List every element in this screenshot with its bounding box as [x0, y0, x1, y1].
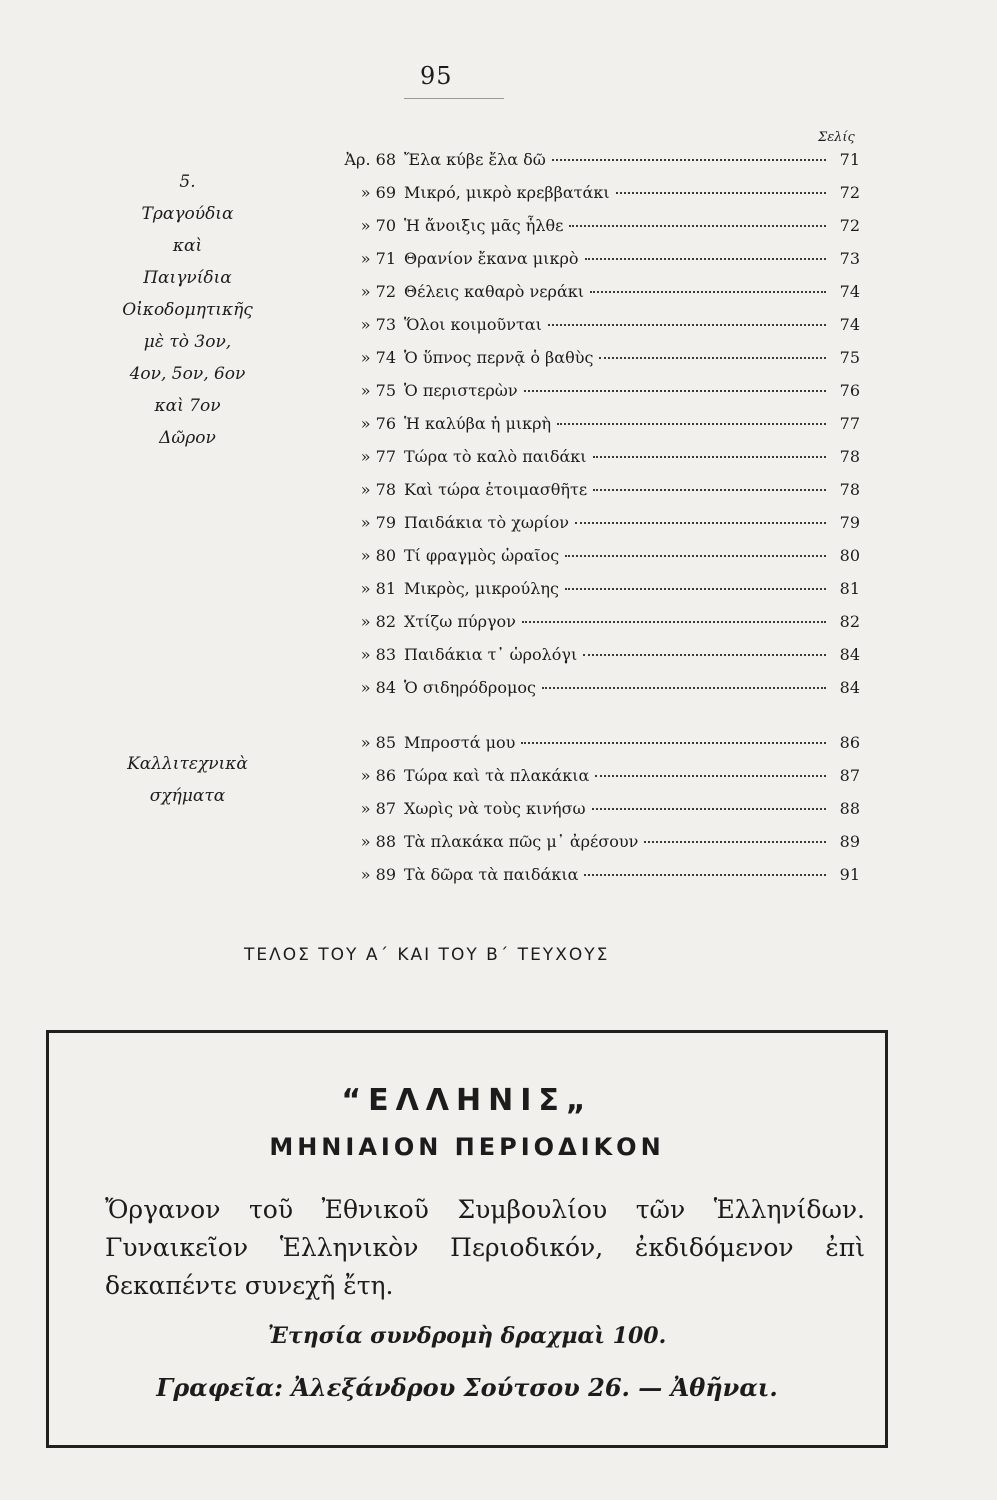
toc-row — [330, 546, 860, 570]
toc-title: Ἡ καλύβα ἡ μικρὴ — [404, 414, 552, 433]
toc-leader — [552, 159, 826, 161]
toc-page: 76 — [839, 381, 860, 400]
toc-title: Ὁ σιδηρόδρομος — [404, 678, 536, 697]
toc-title: Χτίζω πύργον — [404, 612, 516, 631]
toc-leader — [565, 555, 826, 557]
advertisement-office-address: Γραφεῖα: Ἀλεξάνδρου Σούτσου 26. — Ἀθῆναι. — [156, 1373, 778, 1402]
toc-title: Μπροστά μου — [404, 733, 516, 752]
toc-title: Ὁ ὕπνος περνᾷ ὁ βαθὺς — [404, 348, 594, 367]
toc-row — [330, 865, 860, 889]
toc-row — [330, 249, 860, 273]
toc-title: Καὶ τώρα ἑτοιμασθῆτε — [404, 480, 588, 499]
toc-prefix: » 72 — [360, 282, 396, 301]
toc-page: 84 — [839, 645, 860, 664]
toc-row — [330, 799, 860, 823]
toc-page: 75 — [839, 348, 860, 367]
toc-row — [330, 766, 860, 790]
toc-row — [330, 678, 860, 702]
toc-prefix: » 86 — [360, 766, 396, 785]
toc-page: 88 — [839, 799, 860, 818]
toc-row — [330, 480, 860, 504]
toc-page: 79 — [839, 513, 860, 532]
toc-page: 78 — [839, 447, 860, 466]
toc-row — [330, 315, 860, 339]
toc-title: Θρανίον ἔκανα μικρὸ — [404, 249, 579, 268]
toc-row — [330, 733, 860, 757]
toc-row — [330, 348, 860, 372]
toc-row — [330, 150, 860, 174]
toc-leader — [522, 621, 826, 623]
toc-row — [330, 513, 860, 537]
toc-title: Παιδάκια τὸ χωρίον — [404, 513, 569, 532]
toc-prefix: » 69 — [360, 183, 396, 202]
section-label-artistic-shapes — [100, 748, 275, 812]
toc-page: 77 — [839, 414, 860, 433]
toc-row — [330, 447, 860, 471]
toc-leader — [593, 456, 826, 458]
toc-leader — [524, 390, 826, 392]
toc-row — [330, 645, 860, 669]
toc-title: Ἔλα κύβε ἔλα δῶ — [404, 150, 546, 169]
toc-leader — [548, 324, 826, 326]
toc-title: Ὅλοι κοιμοῦνται — [404, 315, 542, 334]
toc-prefix: » 80 — [360, 546, 396, 565]
toc-page: 81 — [839, 579, 860, 598]
end-of-issue-note: ΤΕΛΟΣ ΤΟΥ Α΄ ΚΑΙ ΤΟΥ Β΄ ΤΕΥΧΟΥΣ — [244, 945, 610, 965]
section-line: Οἰκοδομητικῆς — [122, 300, 253, 320]
toc-leader — [583, 654, 826, 656]
toc-prefix: » 81 — [360, 579, 396, 598]
toc-page: 78 — [839, 480, 860, 499]
section-line: 5. — [179, 172, 196, 192]
toc-title: Παιδάκια τ᾽ ὡρολόγι — [404, 645, 578, 664]
toc-prefix: » 89 — [360, 865, 396, 884]
toc-row — [330, 832, 860, 856]
toc-leader — [616, 192, 826, 194]
toc-leader — [595, 775, 826, 777]
toc-page: 71 — [839, 150, 860, 169]
toc-page: 73 — [839, 249, 860, 268]
toc-page: 91 — [839, 865, 860, 884]
toc-leader — [599, 357, 826, 359]
advertisement-box — [46, 1030, 888, 1448]
toc-title: Ἡ ἄνοιξις μᾶς ἦλθε — [404, 216, 564, 235]
toc-row — [330, 216, 860, 240]
section-line: Καλλιτεχνικὰ — [127, 754, 248, 774]
toc-page: 82 — [839, 612, 860, 631]
toc-prefix: » 85 — [360, 733, 396, 752]
toc-leader — [521, 742, 826, 744]
toc-prefix: » 87 — [360, 799, 396, 818]
section-line: 4ον, 5ον, 6ον — [129, 364, 246, 384]
toc-leader — [644, 841, 826, 843]
page-column-header: Σελίς — [818, 130, 855, 145]
advertisement-description: Ὄργανον τοῦ Ἐθνικοῦ Συμβουλίου τῶν Ἑλληνίδων. Γυναικεῖον Ἑλληνικὸν Περιοδικόν, ἐκδιδόμενον ἐπὶ δεκαπέντε συνεχῆ ἔτη. — [105, 1195, 865, 1300]
toc-prefix: » 71 — [360, 249, 396, 268]
toc-prefix: » 88 — [360, 832, 396, 851]
toc-prefix: Ἀρ. 68 — [344, 150, 396, 169]
toc-title: Τώρα καὶ τὰ πλακάκια — [404, 766, 590, 785]
toc-page: 87 — [839, 766, 860, 785]
toc-title: Μικρὸς, μικρούλης — [404, 579, 559, 598]
toc-title: Τί φραγμὸς ὡραῖος — [404, 546, 560, 565]
toc-title: Τὰ δῶρα τὰ παιδάκια — [404, 865, 579, 884]
toc-title: Μικρό, μικρὸ κρεββατάκι — [404, 183, 610, 202]
section-label-songs-games — [100, 166, 275, 454]
toc-title: Θέλεις καθαρὸ νεράκι — [404, 282, 585, 301]
toc-leader — [565, 588, 826, 590]
toc-title: Χωρὶς νὰ τοὺς κινήσω — [404, 799, 586, 818]
toc-row — [330, 612, 860, 636]
section-line: Παιγνίδια — [143, 268, 232, 288]
section-line: Δῶρον — [159, 428, 216, 448]
toc-page: 80 — [839, 546, 860, 565]
toc-title: Ὁ περιστερὼν — [404, 381, 518, 400]
toc-title: Τώρα τὸ καλὸ παιδάκι — [404, 447, 587, 466]
toc-prefix: » 76 — [360, 414, 396, 433]
toc-prefix: » 77 — [360, 447, 396, 466]
toc-leader — [557, 423, 826, 425]
toc-leader — [542, 687, 826, 689]
toc-leader — [590, 291, 826, 293]
toc-leader — [584, 874, 826, 876]
toc-leader — [592, 808, 826, 810]
toc-leader — [575, 522, 826, 524]
toc-prefix: » 70 — [360, 216, 396, 235]
toc-page: 72 — [839, 216, 860, 235]
toc-page: 84 — [839, 678, 860, 697]
toc-page: 74 — [839, 315, 860, 334]
section-line: μὲ τὸ 3ον, — [143, 332, 232, 352]
page-number-rule — [404, 98, 504, 99]
section-line: Τραγούδια — [141, 204, 234, 224]
toc-leader — [585, 258, 827, 260]
toc-prefix: » 84 — [360, 678, 396, 697]
advertisement-subtitle: ΜΗΝΙΑΙΟΝ ΠΕΡΙΟΔΙΚΟΝ — [269, 1133, 665, 1161]
toc-row — [330, 183, 860, 207]
toc-prefix: » 75 — [360, 381, 396, 400]
toc-prefix: » 78 — [360, 480, 396, 499]
advertisement-title: “ΕΛΛΗΝΙΣ„ — [341, 1083, 593, 1118]
toc-prefix: » 83 — [360, 645, 396, 664]
toc-row — [330, 579, 860, 603]
toc-prefix: » 79 — [360, 513, 396, 532]
toc-page: 89 — [839, 832, 860, 851]
page-number: 95 — [420, 62, 453, 90]
toc-page: 86 — [839, 733, 860, 752]
toc-page: 74 — [839, 282, 860, 301]
toc-prefix: » 74 — [360, 348, 396, 367]
toc-leader — [593, 489, 826, 491]
section-line: καὶ — [172, 236, 203, 256]
toc-page: 72 — [839, 183, 860, 202]
section-line: καὶ 7ον — [154, 396, 221, 416]
toc-row — [330, 414, 860, 438]
toc-row — [330, 282, 860, 306]
toc-title: Τὰ πλακάκα πῶς μ᾽ ἀρέσουν — [404, 832, 639, 851]
toc-row — [330, 381, 860, 405]
advertisement-subscription: Ἐτησία συνδρομὴ δραχμαὶ 100. — [267, 1323, 667, 1349]
toc-prefix: » 82 — [360, 612, 396, 631]
toc-leader — [569, 225, 826, 227]
toc-prefix: » 73 — [360, 315, 396, 334]
section-line: σχήματα — [149, 786, 226, 806]
